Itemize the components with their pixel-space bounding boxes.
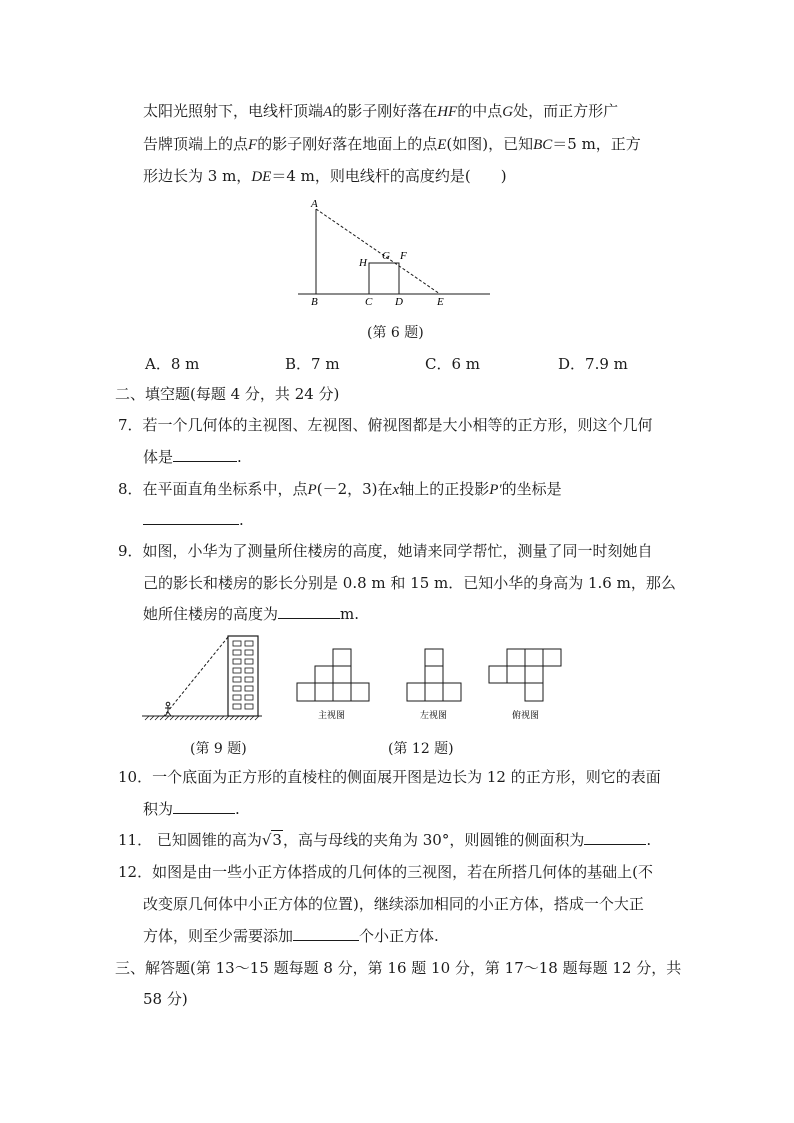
q6-line-1: 太阳光照射下，电线杆顶端A的影子刚好落在HF的中点G处，而正方形广	[143, 102, 619, 120]
left-view-squares	[407, 649, 461, 701]
label-E: E	[437, 296, 444, 308]
front-view-squares	[297, 649, 369, 701]
q12-line-3: 方体，则至少需要添加 个小正方体.	[143, 927, 439, 945]
q6-caption: (第 6 题)	[367, 325, 424, 341]
q10-line-1: 10．一个底面为正方形的直棱柱的侧面展开图是边长为 12 的正方形，则它的表面	[118, 768, 661, 786]
q6-option-d: D．7.9 m	[558, 355, 628, 373]
label-D: D	[395, 296, 403, 308]
q8-line-1: 8．在平面直角坐标系中，点P(－2，3)在x轴上的正投影P′的坐标是	[118, 480, 562, 498]
section-2-heading: 二、填空题(每题 4 分，共 24 分)	[115, 385, 340, 403]
label-C: C	[365, 296, 373, 308]
q12-caption: (第 12 题)	[388, 741, 454, 757]
label-H: H	[359, 257, 367, 269]
q9-line-3: 她所住楼房的高度为 m.	[143, 605, 360, 623]
section-3-heading-line-1: 三、解答题(第 13～15 题每题 8 分，第 16 题 10 分，第 17～18 题每题 12 分，共	[115, 959, 682, 977]
left-view-label: 左视图	[420, 711, 448, 721]
top-view-label: 俯视图	[512, 711, 540, 721]
label-F: F	[400, 250, 407, 262]
q9-caption: (第 9 题)	[190, 741, 247, 757]
top-view-squares	[489, 649, 561, 701]
q12-line-1: 12．如图是由一些小正方体搭成的几何体的三视图，若在所搭几何体的基础上(不	[118, 863, 653, 881]
q9-line-1: 9．如图，小华为了测量所住楼房的高度，她请来同学帮忙，测量了同一时刻她自	[118, 542, 653, 560]
q6-line-2: 告牌顶端上的点F的影子刚好落在地面上的点E(如图)，已知BC＝5 m，正方	[143, 135, 641, 153]
q6-option-a: A．8 m	[145, 355, 200, 373]
q11-line: 11． 已知圆锥的高为√3，高与母线的夹角为 30°，则圆锥的侧面积为 .	[118, 831, 652, 849]
q9-line-2: 己的影长和楼房的影长分别是 0.8 m 和 15 m．已知小华的身高为 1.6 m，那么	[143, 574, 676, 592]
q12-line-2: 改变原几何体中小正方体的位置)，继续添加相同的小正方体，搭成一个大正	[143, 895, 644, 913]
label-A: A	[311, 198, 318, 210]
sqrt-expression: √3	[261, 831, 282, 849]
q10-line-2: 积为 .	[143, 800, 240, 818]
q6-option-c: C．6 m	[425, 355, 481, 373]
q10-answer-blank[interactable]	[173, 799, 235, 814]
label-G: G	[382, 250, 390, 262]
q11-answer-blank[interactable]	[584, 830, 646, 845]
q7-line-1: 7．若一个几何体的主视图、左视图、俯视图都是大小相等的正方形，则这个几何	[118, 416, 653, 434]
section-3-heading-line-2: 58 分)	[143, 990, 188, 1008]
q12-answer-blank[interactable]	[293, 926, 359, 941]
q7-line-2: 体是 .	[143, 448, 242, 466]
front-view-label: 主视图	[318, 711, 346, 721]
q6-option-b: B．7 m	[285, 355, 340, 373]
label-B: B	[311, 296, 318, 308]
q8-line-2: .	[143, 510, 244, 530]
q6-line-3: 形边长为 3 m，DE＝4 m，则电线杆的高度约是( )	[143, 167, 507, 185]
